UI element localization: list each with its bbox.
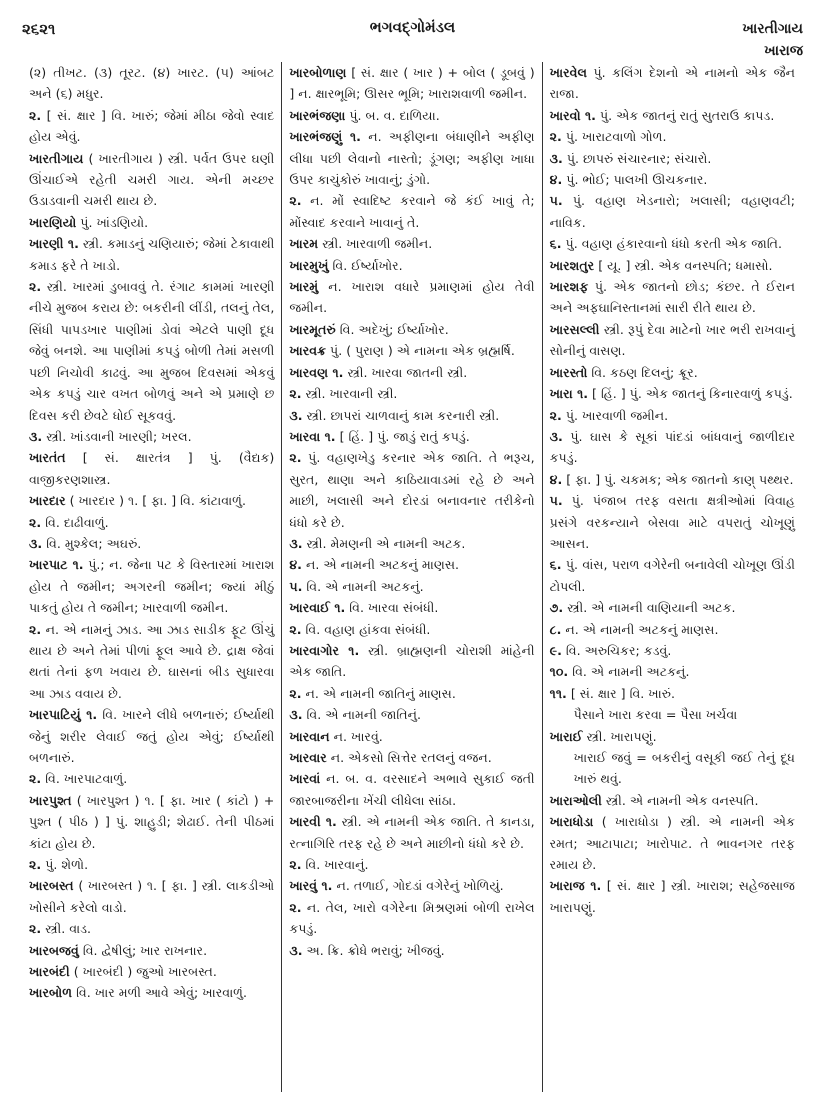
entry-headword: ૬. [549,236,562,252]
entry-definition: વિ. એ નામની અટકનું. [306,578,424,594]
dictionary-entry [29,961,274,982]
dictionary-entry [289,426,534,447]
entry-definition: ન. એ નામની જાતિનું માણસ. [305,685,456,701]
entry-headword: ૫. [549,493,563,509]
entry-definition: [ સં. ક્ષાર ] સ્ત્રી. ખારાશ; સહેજસાજ ખારાપણું. [549,878,795,915]
dictionary-entry [550,790,795,811]
entry-definition: વિ. ખારને લીધે બળનારું; ઈર્ષ્યાથી જેનું શરીર લેવાઈ જતું હોય એવું; ઈર્ષ્યાથી બળનારું. [29,707,275,765]
entry-definition: પું. બ. વ. દાળિયા. [349,107,440,123]
entry-definition: ખારાઈ જવું = બકરીનું વસૂકી જઈ તેનું દૂધ ખારું થવું. [573,750,795,787]
dictionary-entry [550,126,795,147]
entry-headword: ૨. [29,921,42,937]
entry-headword: ૧૧. [549,685,567,701]
dictionary-entry [550,640,795,661]
entry-definition: પું. ભોઈ; પાલખી ઊચકનાર. [566,172,708,188]
dictionary-entry [289,340,534,361]
entry-headword: ખારાજ ૧. [549,878,602,894]
entry-definition: ન. બ. વ. વરસાદને અભાવે સુકાઈ જતી જારબાજરીના ખેંચી લીધેલા સાંઠા. [289,771,535,808]
dictionary-entry [289,405,534,426]
dictionary-entry [289,319,534,340]
dictionary-entry [289,576,534,597]
entry-headword: ૨. [29,279,42,295]
entry-definition: વિ. કઠણ દિલનું; ક્રૂર. [591,364,698,380]
entry-definition: વિ. ખારપાટવાળું. [45,771,128,787]
entry-definition: સ્ત્રી. એ નામની એક જાતિ. તે કાનડા, રત્નાગિરિ તરફ રહે છે અને માછીનો ધંધો કરે છે. [289,814,535,851]
entry-definition: સ્ત્રી. કમાડનું ચણિયારું; જેમાં ટેકાવાથી કમાડ ફરે તે ખાડો. [29,236,275,273]
entry-headword: ૩. [289,707,303,723]
dictionary-entry [289,726,534,747]
dictionary-entry [29,554,274,618]
dictionary-entry [550,490,795,554]
entry-definition: સ્ત્રી. એ નામની વાણિયાની અટક. [567,600,736,616]
entry-headword: ખારમૂતરું [289,321,336,337]
dictionary-entry [289,854,534,875]
dictionary-entry [550,319,795,362]
entry-headword: ૮. [549,621,562,637]
dictionary-entry [29,490,274,511]
entry-headword: ખારબસ્ત [29,878,74,894]
entry-definition: વિ. એ નામની અટકનું. [572,664,690,680]
entry-headword: ખારતંત [29,450,66,466]
entry-definition: ન. ખારાશ વધારે પ્રમાણમાં હોય તેવી જમીન. [289,279,535,316]
entry-definition: (૨) તીખટ. (૩) તૂરટ. (૪) ખારટ. (૫) આંબટ અને (૬) મધુર. [29,65,275,102]
entry-definition: [ ફા. ] પું. ચકમક; એક જાતનો કાણ્ પથ્થર. [566,471,794,487]
dictionary-entry [550,190,795,233]
dictionary-entry [289,940,534,961]
dictionary-columns [22,62,802,1092]
entry-headword: ખારવાગોર ૧. [289,642,360,658]
dictionary-entry [29,212,274,233]
dictionary-entry [29,768,274,789]
entry-definition: [ સં. ક્ષાર ] વિ. ખારું. [570,685,675,701]
entry-headword: ખારવા ૧. [289,428,336,444]
entry-definition: ન. એ નામની અટકનું માણસ. [565,621,719,637]
entry-definition: [ સં. ક્ષાર ( ખાર ) + બોલ ( ડૂબવું ) ] ન. ક્ષારભૂમિ; ઊસર ભૂમિ; ખારાશવાળી જમીન. [289,65,535,102]
entry-definition: વિ. ખારવા સંબંધી. [349,600,439,616]
dictionary-entry [550,169,795,190]
dictionary-entry [550,554,795,597]
entry-headword: ૫. [549,193,563,209]
dictionary-entry [550,426,795,469]
dictionary-entry [289,533,534,554]
entry-definition: પું. પંજાબ તરફ વસતા ક્ષત્રીઓમાં વિવાહ પ્રસંગે વરકન્યાને બેસવા માટે વપરાતું ચોખૂણું આસન. [549,493,795,551]
entry-definition: સ્ત્રી. ખાંડવાની ખારણી; ખરલ. [46,428,192,444]
entry-definition: પું. વહાણ હંકારવાનો ધંધો કરતી એક જાતિ. [565,236,783,252]
entry-headword: ૨. [29,771,42,787]
dictionary-entry [289,640,534,683]
guide-words [742,18,803,62]
dictionary-entry [550,683,795,704]
entry-headword: ૩. [549,150,563,166]
entry-headword: ખારવણ ૧. [289,364,344,380]
entry-headword: ખારપુશ્ત [29,792,72,808]
column-left [22,62,281,1092]
entry-headword: ખારદાર [29,493,66,509]
dictionary-entry [289,126,534,190]
entry-definition: વિ. અરુચિકર; કડવું. [565,642,672,658]
entry-definition: સ્ત્રી. મેમણની એ નામની અટક. [306,535,466,551]
entry-headword: ખારણિયો [29,214,77,230]
entry-definition: ન. એકસો સિત્તેર રતલનું વજન. [330,750,492,765]
entry-headword: ખારાઓલી [549,792,602,808]
page-number: ૨૬૨૧ [22,20,56,38]
entry-headword: ૩. [289,535,303,551]
dictionary-entry [289,619,534,640]
dictionary-entry [29,790,274,854]
dictionary-entry [289,811,534,854]
entry-headword: ખારમ [289,236,319,252]
entry-definition: વિ. મુશ્કેલ; અઘરું. [46,535,142,551]
entry-headword: ખારપાટ ૧. [29,557,84,573]
dictionary-entry [289,62,534,105]
entry-headword: ખારબોળ [29,985,73,1001]
dictionary-entry [289,190,534,233]
entry-headword: ૧૦. [549,664,569,680]
dictionary-entry [289,255,534,276]
entry-headword: ૨. [289,386,302,402]
entry-definition: સ્ત્રી. ખારવાની સ્ત્રી. [305,386,398,402]
page-header [0,0,825,60]
entry-definition: ( ખારતીગાય ) સ્ત્રી. પર્વત ઉપર ઘણી ઊંચાઈએ રહેતી ચમરી ગાય. એની મચ્છર ઉડાડવાની ચમરી થાય છે. [29,150,275,209]
entry-headword: ૨. [289,621,302,637]
dictionary-entry [550,619,795,640]
entry-headword: ૨. [29,514,42,530]
entry-headword: ૩. [29,428,43,444]
entry-definition: પું. ખાંડણિયો. [80,214,149,230]
entry-headword: ૩. [289,407,303,423]
entry-definition: ન. તેલ, ખારો વગેરેના મિશ્રણમાં બોળી રાખેલ કપડું. [289,899,535,937]
entry-headword: ખારબંદી [29,964,70,980]
entry-headword: ૨. [289,193,302,209]
entry-headword: ખારબોળાણ [289,65,347,80]
entry-definition: પું. ( પુરાણ ) એ નામના એક બ્રહ્મર્ષિ. [330,343,515,359]
entry-headword: ખારવાઈ ૧. [289,600,346,616]
dictionary-entry [29,276,274,426]
dictionary-entry [289,447,534,533]
dictionary-entry [550,276,795,319]
entry-definition: વિ. ખારવાનું. [305,857,369,873]
entry-definition: [ સં. ક્ષારતંત્ર ] પું. (વૈદ્યક) વાજીકરણશાસ્ત્ર. [29,450,275,487]
entry-definition: પું. વહાણ ખેડનારો; ખલાસી; વહાણવટી; નાવિક. [549,193,795,230]
entry-headword: ખારમું [289,279,319,295]
dictionary-entry [289,554,534,575]
entry-definition: પું. શેળો. [45,857,89,873]
entry-headword: ૪. [549,172,563,188]
entry-definition: [ હિં. ] પું. જાડું રાતું કપડું. [339,428,470,444]
dictionary-entry [550,469,795,490]
dictionary-entry [550,148,795,169]
entry-definition: ન. તળાઈ, ગોદડાં વગેરેનું ખોળિયું. [336,878,504,894]
entry-definition: ન. એ નામનું ઝાડ. આ ઝાડ સાડીક ફૂટ ઊંચું થાય છે અને તેમાં પીળાં ફૂલ આવે છે. દ્રાક્ષ જેવાં થતાં તેનાં ફળ ખવાય છે. ઘાસનાં બીડ સુધારવા આ ઝાડ વવાય છે. [29,621,275,701]
dictionary-entry [289,233,534,254]
entry-definition: સ્ત્રી. છાપરાં ચાળવાનું કામ કરનારી સ્ત્રી. [306,407,500,423]
entry-headword: ખારાધોડા [549,814,594,830]
entry-headword: ખારણી ૧. [29,236,79,252]
column-right [542,62,802,1092]
entry-headword: ખારવાર [289,750,327,765]
entry-headword: ખારવી ૧. [289,814,337,830]
dictionary-entry [29,447,274,490]
dictionary-entry [289,768,534,811]
dictionary-entry [29,704,274,768]
dictionary-entry [550,597,795,618]
entry-headword: ખારાઈ [549,728,583,744]
dictionary-entry [289,383,534,404]
entry-headword: ૨. [549,129,562,145]
entry-definition: સ્ત્રી. ખારવા જાતની સ્ત્રી. [347,364,468,380]
dictionary-entry [550,405,795,426]
dictionary-entry [29,533,274,554]
entry-headword: ખારસલ્લી [549,321,600,337]
entry-definition: સ્ત્રી. એ નામની એક વનસ્પતિ. [605,792,759,808]
dictionary-entry [29,875,274,918]
entry-headword: ખારમુખું [289,257,329,273]
entry-headword: ૯. [549,642,562,658]
entry-definition: વિ. એ નામની જાતિનું. [306,707,421,723]
entry-headword: ખારવક્ર [289,343,327,359]
entry-definition: ન. એ નામની અટકનું માણસ. [305,557,460,573]
dictionary-entry [289,747,534,768]
entry-definition: ( ખારદાર ) ૧. [ ફા. ] વિ. કાંટાવાળું. [69,493,246,509]
entry-headword: ખારસ્તો [549,364,588,380]
dictionary-entry [550,105,795,126]
entry-headword: ૨. [289,450,302,466]
entry-headword: ખારશતુર [549,257,595,273]
entry-definition: સ્ત્રી. ખારવાળી જમીન. [322,236,433,252]
entry-headword: ૩. [289,942,303,958]
entry-definition: પૈસાને ખારા કરવા = પૈસા ખર્ચવા [573,707,738,723]
entry-headword: ૨. [289,899,302,915]
dictionary-entry [29,233,274,276]
entry-headword: ૪. [289,557,302,573]
entry-definition: ( ખારબસ્ત ) ૧. [ ફા. ] સ્ત્રી. લાકડીઓ ખોસીને કરેલો વાડો. [29,878,275,915]
dictionary-entry [289,597,534,618]
entry-definition: વિ. વહાણ હાંકવા સંબંધી. [305,621,431,637]
entry-headword: ખારવો ૧. [549,107,596,123]
entry-headword: ૫. [289,578,303,594]
dictionary-entry [29,62,274,105]
entry-definition: ન. અફીણના બંધાણીને અફીણ લીધા પછી લેવાનો નાસ્તો; ડૂંગણ; અફીણ ખાધા ઉપર કાચુંકોરું ખાવાનું; ડુંગો. [289,129,535,188]
entry-definition: ( ખારબંદી ) જુઓ ખારબસ્ત. [73,964,217,980]
dictionary-entry [550,811,795,875]
entry-headword: ખારપાટિયું ૧. [29,707,98,723]
dictionary-entry [550,383,795,404]
entry-headword: ખારભંજણા [289,107,346,123]
dictionary-entry [550,661,795,682]
entry-definition: ( ખારાધોડા ) સ્ત્રી. એ નામની એક રમત; આટાપાટા; ખારોપાટ. તે ભાવનગર તરફ રમાય છે. [549,814,795,873]
dictionary-entry [29,426,274,447]
dictionary-entry [550,726,795,747]
entry-definition: સ્ત્રી. ખારમાં ડુબાવવું તે. રંગાટ કામમાં ખારણી નીચે મુજબ કરાય છે: બકરીની લીંડી, તલનું તેલ, સિંધી પાપડખાર પાણીમાં ડોવાં એટલે પાણી દૂધ જેવું બનશે. આ પાણીમાં કપડું બોળી તેમાં મસળી પછી નિચોવી કાઢવું. આ મુજબ દિવસમાં એકવું એક કપડું ચાર વખત બોળવું અને એ પ્રમાણે છ દિવસ કરી છેવટે ધોઈ સૂકવવું. [29,279,275,423]
entry-headword: ખારતીગાય [29,150,84,166]
dictionary-entry [289,875,534,896]
entry-definition: વિ. ખાર મળી આવે એવું; ખારવાળું. [76,985,247,1001]
entry-definition: વિ. અદેખું; ઈર્ષ્યાખોર. [339,321,449,337]
entry-headword: ખારભંજણું ૧. [289,129,361,145]
entry-definition: ન. મોં સ્વાદિષ્ટ કરવાને જે કંઈ ખાવું તે; મોંસ્વાદ કરવાને ખાવાનું તે. [289,193,535,230]
dictionary-entry [29,982,274,1003]
entry-definition: પું. વહાણખેડુ કરનાર એક જાતિ. તે ભરૂચ, સુરત, થાણા અને કાઠિયાવાડમાં રહે છે અને માછી, ખલાસી અને દોરડાં બનાવનાર તરીકેનો ધંધો કરે છે. [289,450,535,530]
entry-headword: ખારબજવું [29,942,79,958]
entry-definition: પું. એક જાતનો છોડ; કંછર. તે ઈરાન અને અફઘાનિસ્તાનમાં સારી રીતે થાય છે. [549,279,795,316]
entry-definition: ( ખારપુશ્ત ) ૧. [ ફા. ખાર ( કાંટો ) + પુશ્ત ( પીઠ ) ] પું. શાહુડી; શેઢાઈ. તેની પીઠમાં કાંટા હોય છે. [29,792,275,851]
entry-definition: સ્ત્રી. ખારાપણું. [586,728,657,744]
entry-headword: ખારા ૧. [549,386,589,402]
dictionary-entry [289,276,534,319]
entry-headword: ૨. [289,685,302,701]
entry-headword: ૭. [549,600,564,616]
entry-definition: પું. વાંસ, પરાળ વગેરેની બનાવેલી ચોખૂણ ઊંડી ટોપલી. [549,557,795,594]
entry-headword: ૩. [29,535,43,551]
entry-headword: ખારવું ૧. [289,878,333,894]
entry-definition: પું. ઘાસ કે સૂકાં પાંદડાં બાંધવાનું જાળીદાર કપડું. [549,428,795,466]
dictionary-entry [550,233,795,254]
guide-word-last: ખારાજ [764,43,803,59]
entry-definition: [ સં. ક્ષાર ] વિ. ખારું; જેમાં મીઠા જેવો સ્વાદ હોય એવું. [29,107,275,145]
entry-definition: પું. ખારાટવાળો ગોળ. [565,129,667,145]
entry-definition: પું.; ન. જેના પટ કે વિસ્તારમાં ખારાશ હોય તે જમીન; અગરની જમીન; જ્યાં મીઠું પાકતું હોય તે જમીન; ખારવાળી જમીન. [29,557,275,616]
dictionary-entry [29,854,274,875]
entry-definition: વિ. ઈર્ષ્યાખોર. [332,257,403,273]
entry-headword: ૨. [29,857,42,873]
dictionary-entry [29,512,274,533]
dictionary-entry [29,148,274,212]
entry-definition: પું. છાપરું સંચારનાર; સંચારો. [566,150,712,166]
dictionary-entry [29,918,274,939]
entry-definition: [ હિં. ] પું. એક જાતનું કિનારવાળું કપડું. [592,386,793,402]
dictionary-entry [29,105,274,148]
entry-definition: પું. ખારવાળી જમીન. [565,407,669,423]
guide-word-first: ખારતીગાય [742,21,803,37]
dictionary-entry [550,362,795,383]
entry-definition: વિ. દાઢીવાળું. [45,514,109,530]
dictionary-entry [550,747,795,790]
dictionary-entry [550,875,795,918]
entry-headword: ખારવાં [289,771,321,787]
dictionary-entry [29,619,274,705]
entry-headword: ૬. [549,557,562,573]
dictionary-entry [289,362,534,383]
dictionary-entry [289,704,534,725]
dictionary-entry [550,255,795,276]
entry-definition: [ યૂ. ] સ્ત્રી. એક વનસ્પતિ; ધમાસો. [598,257,773,273]
entry-definition: ન. ખારવું. [333,728,383,744]
dictionary-entry [289,105,534,126]
entry-headword: ખારશફ [549,279,589,295]
entry-headword: ૨. [29,107,42,123]
entry-headword: ૨. [29,621,42,637]
entry-definition: અ. ક્રિ. ક્રોધે ભરાવું; ખીજવું. [306,942,445,958]
entry-headword: ૨. [549,407,562,423]
dictionary-entry [289,897,534,940]
dictionary-entry [550,62,795,105]
dictionary-entry [29,940,274,961]
entry-headword: ૩. [549,428,563,444]
column-middle [281,62,541,1092]
entry-headword: ૪. [549,471,563,487]
dictionary-entry [550,704,795,725]
entry-definition: પું. કલિંગ દેશનો એ નામનો એક જૈન રાજા. [549,65,795,102]
entry-definition: વિ. દ્વેષીલું; ખાર રાખનાર. [82,942,208,958]
entry-definition: સ્ત્રી. વાડ. [45,921,92,937]
book-title: ભગવદ્ગોમંડલ [369,18,456,36]
entry-headword: ખારવેલ [549,65,587,80]
entry-headword: ૨. [289,857,302,873]
entry-definition: પું. એક જાતનું રાતું સુતરાઉ કાપડ. [599,107,775,123]
entry-headword: ખારવાન [289,728,330,744]
entry-definition: સ્ત્રી. બ્રાહ્મણની ચોરાશી માંહેની એક જાતિ. [289,642,535,680]
entry-definition: સ્ત્રી. રૂપું દેવા માટેનો ખાર ભરી રાખવાનું સોનીનું વાસણ. [549,321,795,359]
dictionary-entry [289,683,534,704]
